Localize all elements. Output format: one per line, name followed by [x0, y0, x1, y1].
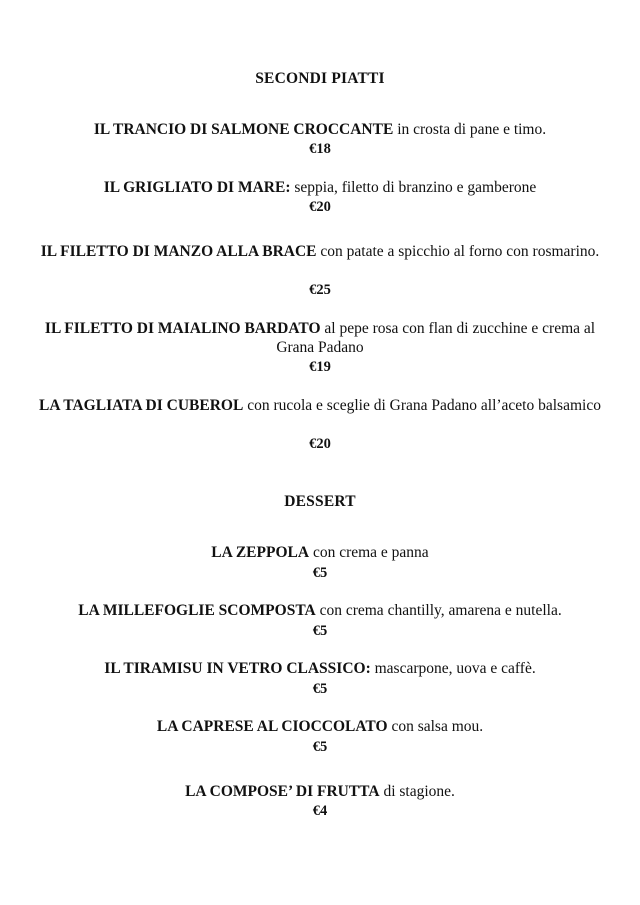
- menu-item-description: mascarpone, uova e caffè.: [370, 660, 536, 677]
- menu-item-name: IL FILETTO DI MANZO ALLA BRACE: [40, 243, 317, 260]
- menu-item-name: LA ZEPPOLA: [211, 544, 310, 561]
- menu-item-salmone: [30, 120, 610, 139]
- menu-item-price: €18: [309, 141, 331, 157]
- menu-item-price: €20: [309, 436, 331, 452]
- menu-item-grigliato: [30, 178, 610, 197]
- menu-item-name: LA CAPRESE AL CIOCCOLATO: [156, 718, 388, 735]
- menu-item-description: al pepe rosa con flan di zucchine e crema al Grana Padano: [276, 320, 596, 356]
- menu-item-price: €5: [312, 565, 328, 581]
- menu-item-description: con crema chantilly, amarena e nutella.: [315, 602, 562, 619]
- menu-item-name: IL TIRAMISU IN VETRO CLASSICO:: [104, 660, 371, 677]
- menu-item-filetto-maialino: [30, 319, 610, 357]
- menu-item-description: con salsa mou.: [387, 718, 484, 735]
- menu-item-price: €4: [312, 803, 328, 819]
- menu-item-price: €19: [309, 359, 331, 375]
- menu-item-tiramisu: [30, 659, 610, 678]
- menu-item-name: LA MILLEFOGLIE SCOMPOSTA: [78, 602, 316, 619]
- menu-item-name: IL FILETTO DI MAIALINO BARDATO: [44, 320, 321, 337]
- menu-item-name: LA COMPOSE’ DI FRUTTA: [185, 783, 380, 800]
- menu-item-name: IL TRANCIO DI SALMONE CROCCANTE: [93, 121, 394, 138]
- menu-item-description: di stagione.: [379, 783, 455, 800]
- section-title-dessert: DESSERT: [284, 493, 356, 510]
- section-title-secondi: SECONDI PIATTI: [255, 70, 385, 87]
- menu-item-price: €20: [309, 199, 331, 215]
- menu-item-name: LA TAGLIATA DI CUBEROL: [39, 397, 244, 414]
- menu-item-price: €5: [312, 623, 328, 639]
- menu-item-compose-frutta: [30, 782, 610, 801]
- menu-item-price: €5: [312, 739, 328, 755]
- menu-item-description: con rucola e sceglie di Grana Padano all’aceto balsamico: [243, 397, 601, 414]
- menu-item-description: in crosta di pane e timo.: [393, 121, 547, 138]
- menu-item-description: seppia, filetto di branzino e gamberone: [290, 179, 537, 196]
- menu-item-tagliata: [30, 396, 610, 415]
- menu-item-millefoglie: [30, 601, 610, 620]
- menu-item-price: €5: [312, 681, 328, 697]
- menu-item-description: con patate a spicchio al forno con rosmarino.: [316, 243, 600, 260]
- menu-item-price: €25: [309, 282, 331, 298]
- menu-item-description: con crema e panna: [309, 544, 429, 561]
- menu-item-zeppola: [30, 543, 610, 562]
- menu-item-filetto-manzo: [30, 242, 610, 261]
- menu-item-caprese: [30, 717, 610, 736]
- menu-item-name: IL GRIGLIATO DI MARE:: [103, 179, 291, 196]
